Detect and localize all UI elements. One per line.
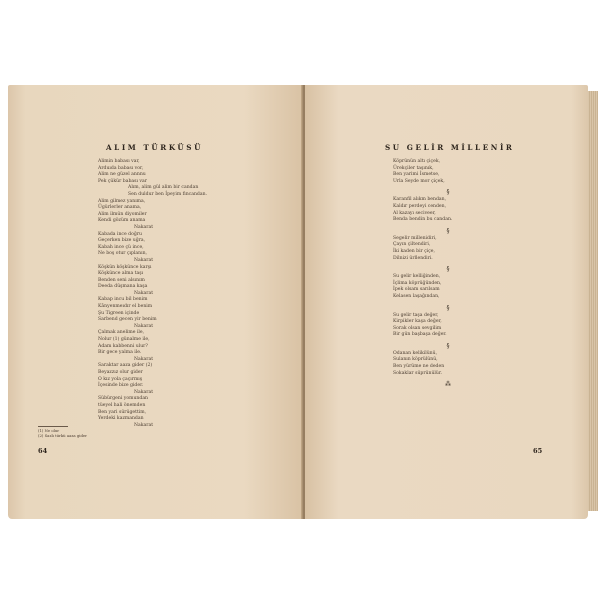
poem-line: Ürekçiler taşınık,: [393, 165, 434, 171]
poem-line: Sübürgeni yomundan: [98, 396, 149, 402]
poem-line: Geçerken bize uğra,: [98, 238, 146, 244]
poem-line: Sorak olsan sevgilim: [393, 325, 442, 331]
refrain-line: Nakarat: [134, 290, 154, 296]
refrain-line: Nakarat: [134, 422, 154, 428]
poem-line: Benda bendin bu candan.: [393, 217, 453, 223]
poem-line: Benden seni alsınım: [98, 277, 145, 283]
refrain-line: Nakarat: [134, 389, 154, 395]
stanza: [393, 313, 503, 339]
section-separator: §: [446, 227, 450, 235]
section-separator: §: [446, 266, 450, 274]
poem-lines-left: [98, 159, 207, 429]
poem-line: Ben yarimi İsmetse,: [393, 172, 440, 178]
poem-line: Ne boş otur çıplanın,: [98, 251, 147, 257]
poem-line: Ügürlerler anama,: [98, 205, 142, 211]
left-page: [8, 85, 303, 519]
poem-lines-right: [393, 159, 503, 389]
stanza: [393, 351, 503, 377]
refrain-line: Nakarat: [134, 224, 154, 230]
poem-line: Sen duldur ben İpeyim fincandan.: [128, 191, 208, 197]
poem-line: Alım, alim gül alim bir candan: [128, 185, 199, 191]
poem-line: O kız yola çaçırmış: [98, 376, 143, 382]
poem-line: Çayın çiltendiri,: [393, 242, 431, 248]
footnote-rule: [38, 426, 68, 427]
poem-line: İçlima köprüğünden,: [393, 280, 442, 286]
poem-line: Kirpikler kaşa değer,: [393, 319, 442, 325]
poem-line: Sulanın köprülünü,: [393, 357, 438, 363]
poem-line: Saraktar aaza gider (2): [98, 363, 153, 369]
stanza: [393, 274, 503, 300]
section-separator: §: [446, 189, 450, 197]
poem-line: Al kazayı seciveer,: [393, 210, 436, 216]
poem-line: Ben yürüme ne deden: [393, 364, 445, 370]
poem-line: Beyazzız olur gider: [98, 370, 143, 375]
poem-line: Deeda düşmana kaşa: [98, 284, 148, 290]
page-number-left: 64: [38, 447, 48, 455]
poem-line: Urla Seyde mor çiçek,: [393, 178, 445, 184]
poem-line: Kabah ince çü ince,: [98, 244, 144, 250]
poem-line: Arduıda babası vor,: [98, 165, 144, 171]
poem-line: Köşkün köşkünce karşı: [98, 264, 152, 270]
end-mark: ⁂: [445, 381, 451, 389]
poem-line: Su gelir taşa değer,: [393, 312, 439, 318]
poem-line: Nolur (1) günalme ile,: [98, 337, 150, 343]
section-separator: §: [446, 342, 450, 350]
footnote-1: (1) Ne olur: [38, 428, 60, 433]
poem-line: Karanfil alıkm bendan,: [393, 197, 447, 203]
poem-line: Kaldır perdeyi cenden,: [393, 203, 447, 209]
poem-line: Köşkünce alma taşı: [98, 271, 144, 277]
poem-line: Kelasen laşağından,: [393, 293, 440, 299]
open-book: [8, 85, 598, 519]
poem-line: Kabap incu bil benim: [98, 297, 148, 303]
poem-line: İki kaden bir çiçe,: [393, 248, 435, 254]
poem-line: Alim gilmez yanıma,: [98, 198, 146, 204]
poem-line: Sokaklar süprünülür.: [393, 370, 442, 376]
poem-line: Kendi gözüm anama: [98, 218, 146, 224]
poem-line: Adam kabbenni ulur?: [98, 343, 148, 349]
right-page: [305, 85, 588, 519]
poem-line: Bir gece yalma ile.: [98, 350, 142, 356]
stanza: [393, 236, 503, 262]
stanza: [393, 159, 503, 185]
page-number-right: 65: [533, 447, 543, 455]
right-page-title: SU GELİR MİLLENİR: [385, 143, 515, 152]
poem-line: Şu Tigreen içinde: [98, 310, 140, 316]
footnote-2: (2) Sazlı türkü aaza gider: [38, 433, 87, 438]
poem-line: Odanan kelikilünü,: [393, 350, 438, 356]
poem-line: Kânyenmeıdır el benim: [98, 304, 153, 310]
poem-line: Alimin babası var,: [98, 159, 140, 164]
poem-line: Su gelir kelliğinden,: [393, 274, 441, 280]
poem-line: Kabada ince doğru: [98, 231, 142, 237]
poem-line: İpek olsam sarılsam: [393, 287, 440, 293]
poem-line: Dilnizi ürllendiri.: [393, 255, 433, 261]
stanza: [393, 197, 503, 223]
poem-line: İçesinde bize gider.: [98, 383, 144, 389]
poem-line: Alim ne güzel annnu: [98, 172, 146, 178]
poem-line: Çalmak anelime ile,: [98, 330, 145, 336]
poem-line: Yerdeki kazmandan: [98, 416, 144, 422]
poem-line: Segelir millenidiri,: [393, 235, 437, 241]
poem-line: tüeyel hali önemden: [98, 402, 146, 408]
refrain-line: Nakarat: [134, 257, 154, 263]
poem-line: Alim ilmün diyomiler: [98, 211, 147, 217]
footnotes: [38, 428, 87, 438]
poem-line: Köprünün altı çiçek,: [393, 159, 441, 164]
refrain-line: Nakarat: [134, 323, 154, 329]
poem-line: Bir gün başbaşa değer.: [393, 332, 447, 338]
section-separator: §: [446, 304, 450, 312]
poem-line: Pek çükür babası var: [98, 178, 147, 184]
refrain-line: Nakarat: [134, 356, 154, 362]
poem-line: Sarbend gecen yir benim: [98, 317, 157, 323]
left-page-title: ALIM TÜRKÜSÜ: [106, 143, 203, 152]
poem-line: Ben yari sürügettim,: [98, 409, 147, 415]
page-edges: [588, 91, 598, 511]
